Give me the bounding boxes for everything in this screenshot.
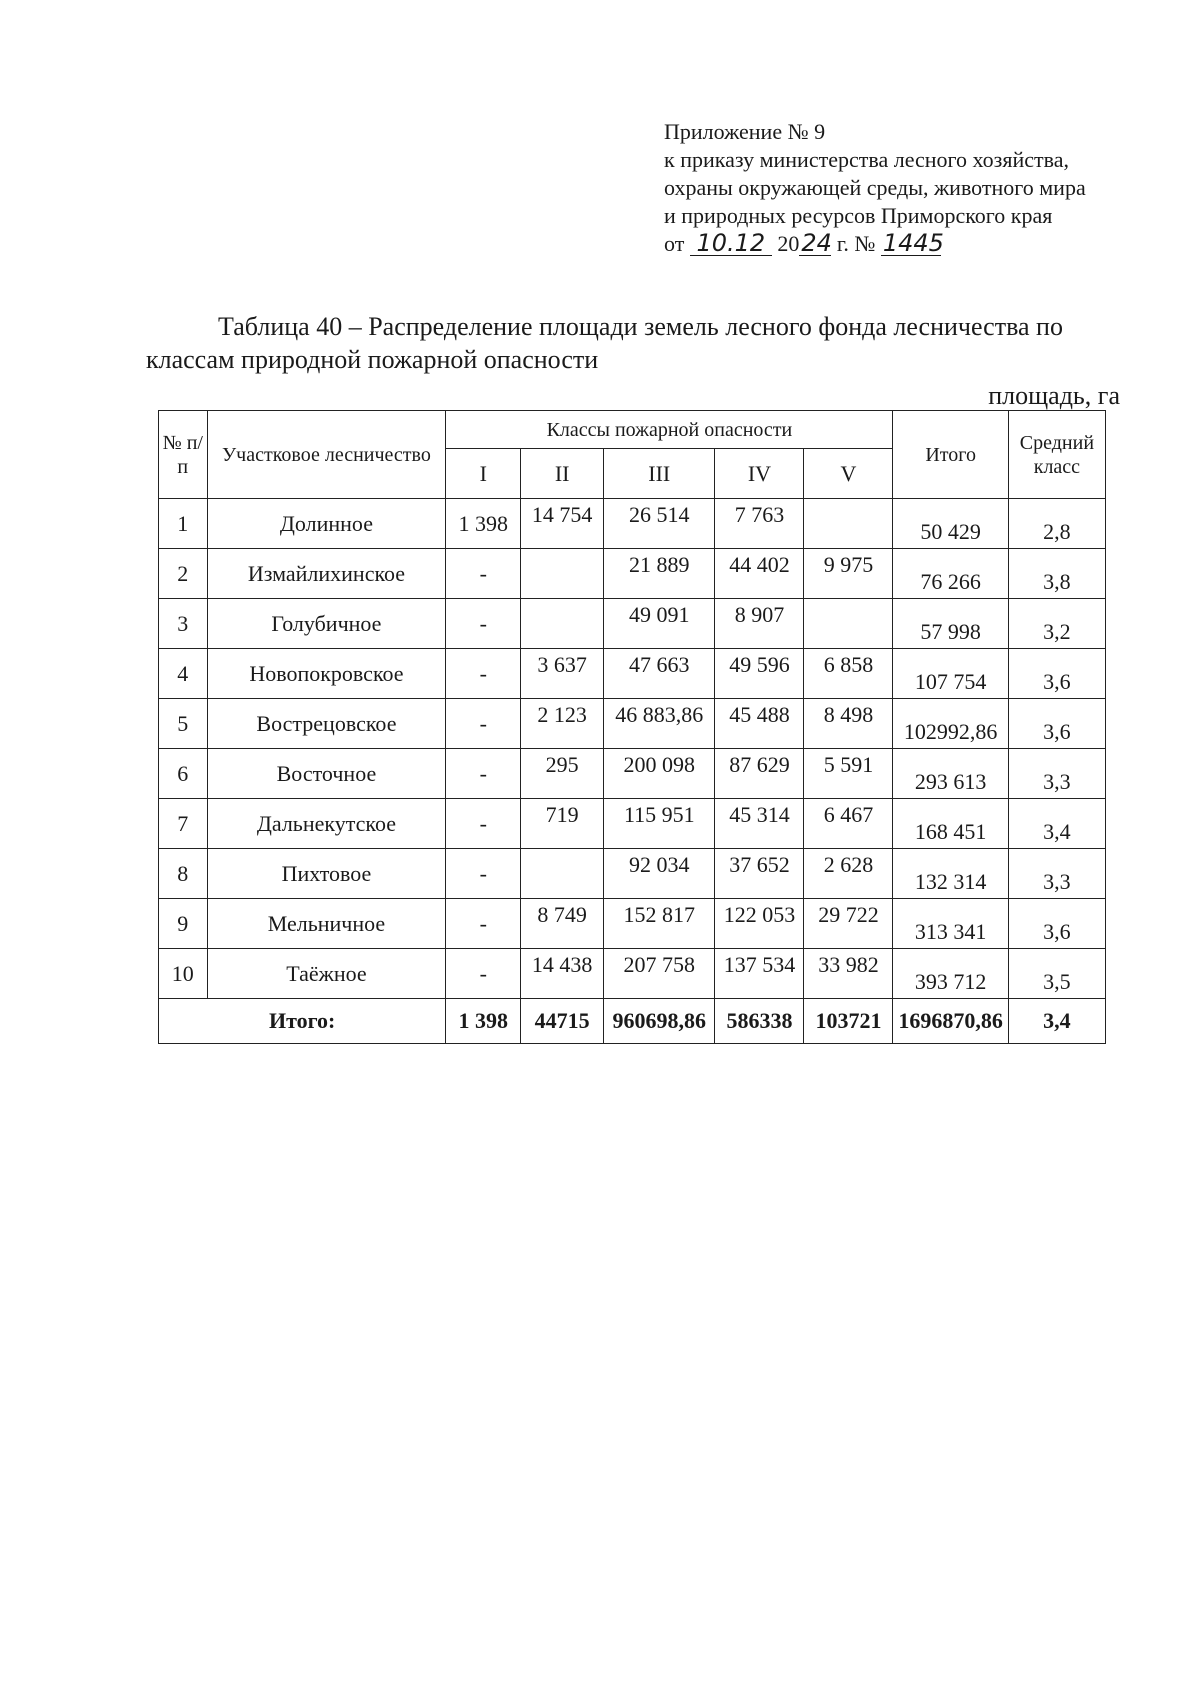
table-row bbox=[159, 849, 1106, 899]
cell-class-5: 33 982 bbox=[804, 949, 893, 999]
cell-class-4: 8 907 bbox=[715, 599, 804, 649]
cell-class-4: 7 763 bbox=[715, 499, 804, 549]
cell-forestry-name: Дальнекутское bbox=[207, 799, 446, 849]
cell-total: 76 266 bbox=[893, 549, 1008, 599]
cell-class-5 bbox=[804, 599, 893, 649]
header-class-4: IV bbox=[715, 449, 804, 499]
cell-class-2: 14 438 bbox=[521, 949, 604, 999]
header-class-1: I bbox=[446, 449, 521, 499]
header-name: Участковое лесничество bbox=[207, 411, 446, 499]
cell-forestry-name: Вострецовское bbox=[207, 699, 446, 749]
cell-average-class: 3,6 bbox=[1008, 649, 1105, 699]
cell-class-4: 137 534 bbox=[715, 949, 804, 999]
cell-class-4: 45 314 bbox=[715, 799, 804, 849]
cell-class-4: 37 652 bbox=[715, 849, 804, 899]
year-suffix: г. № bbox=[836, 231, 876, 256]
cell-forestry-name: Восточное bbox=[207, 749, 446, 799]
cell-class-1: - bbox=[446, 749, 521, 799]
appendix-header bbox=[664, 118, 1164, 258]
cell-class-2 bbox=[521, 549, 604, 599]
cell-class-2 bbox=[521, 599, 604, 649]
cell-number: 9 bbox=[159, 899, 208, 949]
fire-danger-table bbox=[158, 410, 1106, 1044]
cell-class-3: 92 034 bbox=[604, 849, 715, 899]
cell-number: 8 bbox=[159, 849, 208, 899]
total-cell-c4: 586338 bbox=[715, 999, 804, 1044]
cell-forestry-name: Пихтовое bbox=[207, 849, 446, 899]
cell-class-5: 5 591 bbox=[804, 749, 893, 799]
cell-class-3: 115 951 bbox=[604, 799, 715, 849]
table-row bbox=[159, 899, 1106, 949]
table-row bbox=[159, 599, 1106, 649]
cell-class-1: - bbox=[446, 599, 521, 649]
cell-number: 2 bbox=[159, 549, 208, 599]
order-reference-line: к приказу министерства лесного хозяйства, bbox=[664, 147, 1070, 172]
cell-class-5: 6 467 bbox=[804, 799, 893, 849]
cell-class-2: 295 bbox=[521, 749, 604, 799]
total-cell-c2: 44715 bbox=[521, 999, 604, 1044]
cell-forestry-name: Голубичное bbox=[207, 599, 446, 649]
cell-class-4: 49 596 bbox=[715, 649, 804, 699]
cell-number: 4 bbox=[159, 649, 208, 699]
cell-class-5: 9 975 bbox=[804, 549, 893, 599]
cell-class-4: 45 488 bbox=[715, 699, 804, 749]
cell-class-2: 719 bbox=[521, 799, 604, 849]
unit-label: площадь, га bbox=[988, 381, 1120, 410]
cell-total: 293 613 bbox=[893, 749, 1008, 799]
header-class-3: III bbox=[604, 449, 715, 499]
cell-forestry-name: Мельничное bbox=[207, 899, 446, 949]
cell-average-class: 3,2 bbox=[1008, 599, 1105, 649]
header-num: № п/п bbox=[159, 411, 208, 499]
cell-class-1: - bbox=[446, 549, 521, 599]
cell-number: 3 bbox=[159, 599, 208, 649]
header-class-5: V bbox=[804, 449, 893, 499]
cell-average-class: 3,6 bbox=[1008, 699, 1105, 749]
cell-total: 393 712 bbox=[893, 949, 1008, 999]
cell-class-4: 87 629 bbox=[715, 749, 804, 799]
cell-class-1: - bbox=[446, 849, 521, 899]
cell-forestry-name: Измайлихинское bbox=[207, 549, 446, 599]
cell-class-4: 122 053 bbox=[715, 899, 804, 949]
handwritten-date: 10.12 bbox=[690, 231, 772, 256]
total-cell-avg: 3,4 bbox=[1008, 999, 1105, 1044]
handwritten-year: 24 bbox=[801, 229, 832, 257]
cell-total: 313 341 bbox=[893, 899, 1008, 949]
cell-number: 5 bbox=[159, 699, 208, 749]
cell-class-3: 46 883,86 bbox=[604, 699, 715, 749]
cell-number: 1 bbox=[159, 499, 208, 549]
cell-class-3: 200 098 bbox=[604, 749, 715, 799]
cell-average-class: 3,4 bbox=[1008, 799, 1105, 849]
cell-total: 57 998 bbox=[893, 599, 1008, 649]
cell-total: 107 754 bbox=[893, 649, 1008, 699]
cell-class-5: 29 722 bbox=[804, 899, 893, 949]
cell-total: 102992,86 bbox=[893, 699, 1008, 749]
order-date-line bbox=[664, 230, 1164, 258]
cell-class-3: 152 817 bbox=[604, 899, 715, 949]
cell-class-4: 44 402 bbox=[715, 549, 804, 599]
total-label: Итого: bbox=[159, 999, 446, 1044]
table-row bbox=[159, 699, 1106, 749]
cell-average-class: 3,3 bbox=[1008, 749, 1105, 799]
cell-class-5: 8 498 bbox=[804, 699, 893, 749]
cell-class-2 bbox=[521, 849, 604, 899]
cell-class-3: 49 091 bbox=[604, 599, 715, 649]
cell-forestry-name: Таёжное bbox=[207, 949, 446, 999]
cell-class-3: 47 663 bbox=[604, 649, 715, 699]
table-total-row bbox=[159, 999, 1106, 1044]
cell-total: 132 314 bbox=[893, 849, 1008, 899]
cell-average-class: 2,8 bbox=[1008, 499, 1105, 549]
cell-class-2: 3 637 bbox=[521, 649, 604, 699]
cell-class-2: 2 123 bbox=[521, 699, 604, 749]
table-body bbox=[159, 499, 1106, 1044]
cell-number: 7 bbox=[159, 799, 208, 849]
cell-average-class: 3,8 bbox=[1008, 549, 1105, 599]
cell-class-3: 21 889 bbox=[604, 549, 715, 599]
cell-forestry-name: Новопокровское bbox=[207, 649, 446, 699]
cell-class-1: - bbox=[446, 699, 521, 749]
cell-number: 6 bbox=[159, 749, 208, 799]
appendix-number: Приложение № 9 bbox=[664, 119, 826, 144]
cell-forestry-name: Долинное bbox=[207, 499, 446, 549]
cell-average-class: 3,5 bbox=[1008, 949, 1105, 999]
cell-class-5: 2 628 bbox=[804, 849, 893, 899]
table-header bbox=[159, 411, 1106, 499]
total-cell-c3: 960698,86 bbox=[604, 999, 715, 1044]
table-row bbox=[159, 549, 1106, 599]
cell-class-1: - bbox=[446, 949, 521, 999]
cell-class-3: 207 758 bbox=[604, 949, 715, 999]
cell-class-1: - bbox=[446, 649, 521, 699]
header-classes: Классы пожарной опасности bbox=[446, 411, 893, 449]
cell-number: 10 bbox=[159, 949, 208, 999]
cell-class-2: 14 754 bbox=[521, 499, 604, 549]
header-avg: Средний класс bbox=[1008, 411, 1105, 499]
order-reference-line: и природных ресурсов Приморского края bbox=[664, 203, 1053, 228]
table-row bbox=[159, 949, 1106, 999]
table-row bbox=[159, 499, 1106, 549]
header-class-2: II bbox=[521, 449, 604, 499]
table-row bbox=[159, 799, 1106, 849]
year-prefix: 20 bbox=[777, 231, 800, 256]
cell-class-3: 26 514 bbox=[604, 499, 715, 549]
cell-class-1: - bbox=[446, 899, 521, 949]
total-cell-total: 1696870,86 bbox=[893, 999, 1008, 1044]
cell-average-class: 3,3 bbox=[1008, 849, 1105, 899]
total-cell-c1: 1 398 bbox=[446, 999, 521, 1044]
handwritten-order-number: 1445 bbox=[882, 229, 944, 257]
cell-total: 168 451 bbox=[893, 799, 1008, 849]
cell-total: 50 429 bbox=[893, 499, 1008, 549]
header-total: Итого bbox=[893, 411, 1008, 499]
total-cell-c5: 103721 bbox=[804, 999, 893, 1044]
cell-class-1: - bbox=[446, 799, 521, 849]
table-row bbox=[159, 649, 1106, 699]
cell-class-5 bbox=[804, 499, 893, 549]
cell-class-5: 6 858 bbox=[804, 649, 893, 699]
order-reference-line: охраны окружающей среды, животного мира bbox=[664, 175, 1086, 200]
table-row bbox=[159, 749, 1106, 799]
table-title: Таблица 40 – Распределение площади земель лесного фонда лесничества по классам природной пожарной опасности bbox=[146, 312, 1063, 374]
cell-average-class: 3,6 bbox=[1008, 899, 1105, 949]
date-prefix: от bbox=[664, 231, 685, 256]
cell-class-1: 1 398 bbox=[446, 499, 521, 549]
cell-class-2: 8 749 bbox=[521, 899, 604, 949]
